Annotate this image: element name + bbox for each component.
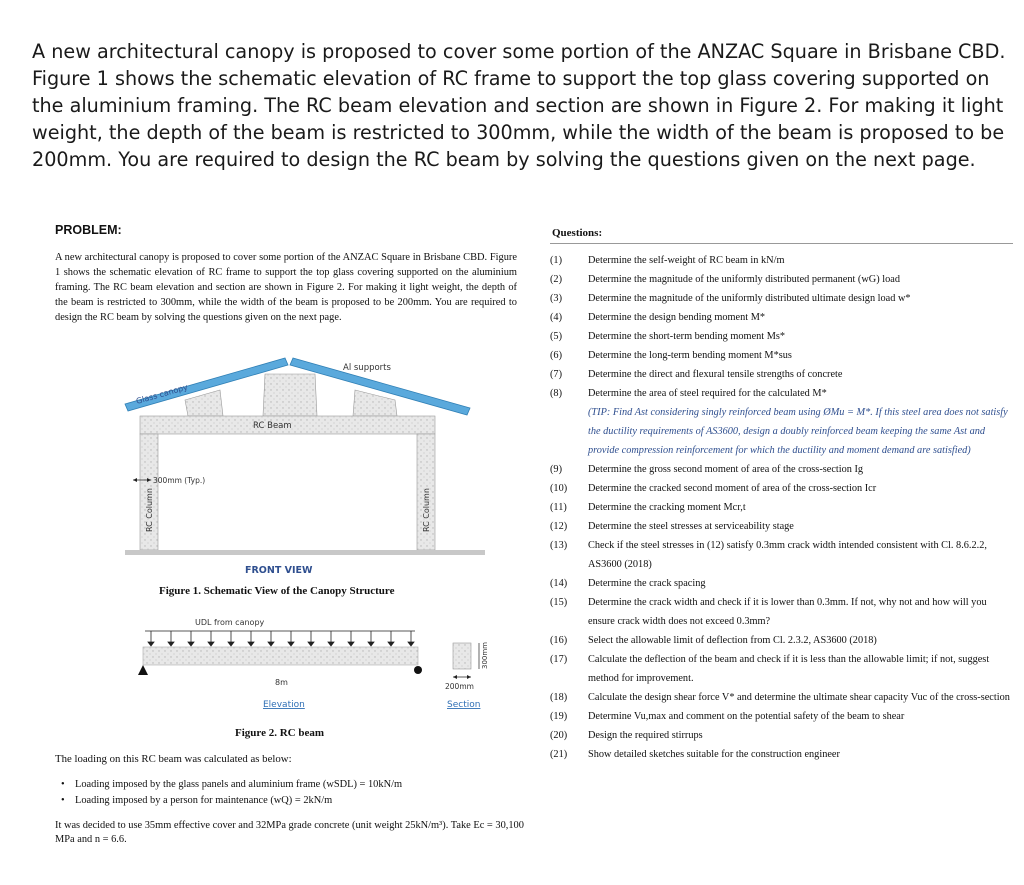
question-number: (9): [550, 464, 563, 475]
question-item: [550, 270, 1010, 289]
figure-2-rc-beam: [85, 613, 505, 723]
problem-sheet: [45, 215, 1020, 880]
figure-2-caption: Figure 2. RC beam: [235, 727, 325, 739]
question-text: Show detailed sketches suitable for the construction engineer: [588, 749, 840, 760]
question-item: [550, 726, 1010, 745]
intro-paragraph: A new architectural canopy is proposed to cover some portion of the ANZAC Square in Brisbane CBD. Figure 1 shows the schematic elevation of RC frame to support the top glass covering supported on the aluminium framing. The RC beam elevation and section are shown in Figure 2. For making it light weight, the depth of the beam is restricted to 300mm, while the width of the beam is proposed to be 200mm. You are required to design the RC beam by solving the questions given on the next page.: [32, 40, 1006, 171]
question-item: [550, 251, 1010, 270]
al-support-right: [353, 390, 397, 416]
question-text: Determine the short-term bending moment Ms*: [588, 331, 786, 342]
concrete-note: It was decided to use 35mm effective cover and 32MPa grade concrete (unit weight 25kN/m³). Take Ec = 30,100 MPa and n = 6.6.: [55, 820, 524, 845]
question-text: Calculate the deflection of the beam and check if it is less than the allowable limit; if not, suggest method for improvement.: [588, 654, 990, 684]
beam-elevation: [143, 647, 418, 665]
glass-canopy-label: Glass canopy: [135, 382, 189, 406]
question-number: (12): [550, 521, 568, 532]
dimension-label: 300mm (Typ.): [153, 476, 206, 485]
question-number: (14): [550, 578, 568, 589]
question-text: Determine the design bending moment M*: [588, 312, 766, 323]
question-text: Determine the magnitude of the uniformly distributed permanent (wG) load: [588, 274, 900, 285]
question-number: (7): [550, 369, 563, 380]
loading-intro: The loading on this RC beam was calculated as below:: [55, 753, 292, 765]
question-text: Check if the steel stresses in (12) satisfy 0.3mm crack width intended consistent with Cl. 8.6.2.2, AS3600 (2018): [588, 540, 987, 570]
ground: [125, 550, 485, 555]
question-number: (5): [550, 331, 563, 342]
loading-item: • Loading imposed by a person for maintenance (wQ) = 2kN/m: [75, 793, 402, 809]
question-text: Determine the long-term bending moment M*sus: [588, 350, 792, 361]
question-item: [550, 308, 1010, 327]
question-number: (15): [550, 597, 568, 608]
question-number: (4): [550, 312, 563, 323]
questions-divider: [550, 243, 1013, 244]
question-number: (3): [550, 293, 563, 304]
question-text: Determine the cracked second moment of area of the cross-section Icr: [588, 483, 877, 494]
udl-label: UDL from canopy: [195, 618, 265, 627]
question-item: [550, 593, 1010, 631]
question-text: Determine the area of steel required for the calculated M*: [588, 388, 827, 399]
question-number: (21): [550, 749, 568, 760]
section-label: Section: [447, 700, 481, 710]
question-text: Select the allowable limit of deflection from Cl. 2.3.2, AS3600 (2018): [588, 635, 877, 646]
question-number: (11): [550, 502, 567, 513]
question-text: Design the required stirrups: [588, 730, 703, 741]
problem-heading: PROBLEM:: [55, 223, 122, 237]
section-width-label: 200mm: [445, 682, 474, 691]
problem-text: A new architectural canopy is proposed to cover some portion of the ANZAC Square in Brisbane CBD. Figure 1 shows the schematic elevation of RC frame to support the top glass covering supported on the aluminium framing. The RC beam elevation and section are shown in Figure 2. For making it light weight, the depth of the beam is restricted to 300mm, while the width of the beam is proposed to be 200mm. You are required to design the RC beam by solving the questions given on the next page.: [55, 252, 517, 323]
front-view-label: FRONT VIEW: [245, 565, 313, 576]
question-item: [550, 479, 1010, 498]
question-item: [550, 688, 1010, 707]
question-text: Determine the steel stresses at serviceability stage: [588, 521, 794, 532]
question-item: [550, 289, 1010, 308]
questions-list: [550, 251, 1010, 764]
loading-item: • Loading imposed by the glass panels and aluminium frame (wSDL) = 10kN/m: [75, 777, 402, 793]
question-item: [550, 384, 1010, 460]
question-item: [550, 327, 1010, 346]
question-number: (18): [550, 692, 568, 703]
question-number: (1): [550, 255, 563, 266]
question-text: Determine the magnitude of the uniformly distributed ultimate design load w*: [588, 293, 911, 304]
question-item: [550, 707, 1010, 726]
question-number: (17): [550, 654, 568, 665]
question-number: (13): [550, 540, 568, 551]
span-label: 8m: [275, 678, 288, 687]
udl-arrows: [148, 631, 414, 646]
question-number: (6): [550, 350, 563, 361]
question-number: (8): [550, 388, 563, 399]
figure-1-schematic: [125, 352, 515, 576]
al-supports-label: Al supports: [343, 363, 391, 373]
question-text: Determine the cracking moment Mcr,t: [588, 502, 746, 513]
rc-column-right-label: RC Column: [422, 488, 431, 532]
question-item: [550, 745, 1010, 764]
questions-heading: Questions:: [552, 227, 603, 239]
rc-column-left-label: RC Column: [145, 488, 154, 532]
beam-section: [453, 643, 471, 669]
question-text: Determine the direct and flexural tensile strengths of concrete: [588, 369, 843, 380]
pin-support: [138, 665, 148, 675]
figure-1-caption: Figure 1. Schematic View of the Canopy Structure: [159, 585, 395, 597]
question-number: (19): [550, 711, 568, 722]
question-item: [550, 631, 1010, 650]
question-item: [550, 574, 1010, 593]
rc-beam-label: RC Beam: [253, 421, 292, 431]
section-depth-label: 300mm: [481, 642, 489, 669]
question-text: Determine the crack spacing: [588, 578, 706, 589]
al-support-center: [263, 374, 317, 416]
question-text: Determine the gross second moment of area of the cross-section Ig: [588, 464, 864, 475]
elevation-label: Elevation: [263, 700, 305, 710]
roller-support: [414, 666, 422, 674]
question-item: [550, 346, 1010, 365]
question-item: [550, 517, 1010, 536]
question-item: [550, 536, 1010, 574]
question-number: (20): [550, 730, 568, 741]
question-tip: (TIP: Find Ast considering singly reinforced beam using ØMu = M*. If this steel area does not satisfy the ductility requirements of AS3600, design a doubly reinforced beam keeping the same Ast and provide compression reinforcement for which the ductility and moment demand are satisfied): [588, 407, 1008, 456]
question-item: [550, 650, 1010, 688]
question-text: Calculate the design shear force V* and determine the ultimate shear capacity Vuc of the cross-section: [588, 692, 1010, 703]
question-item: [550, 460, 1010, 479]
loading-list: [75, 777, 402, 808]
question-item: [550, 498, 1010, 517]
question-number: (2): [550, 274, 563, 285]
question-text: Determine the self-weight of RC beam in kN/m: [588, 255, 785, 266]
question-number: (10): [550, 483, 568, 494]
question-item: [550, 365, 1010, 384]
question-text: Determine Vu,max and comment on the potential safety of the beam to shear: [588, 711, 905, 722]
question-number: (16): [550, 635, 568, 646]
question-text: Determine the crack width and check if it is lower than 0.3mm. If not, why not and how will you ensure crack width does not exceed 0.3mm?: [588, 597, 987, 627]
al-support-left: [185, 390, 223, 416]
